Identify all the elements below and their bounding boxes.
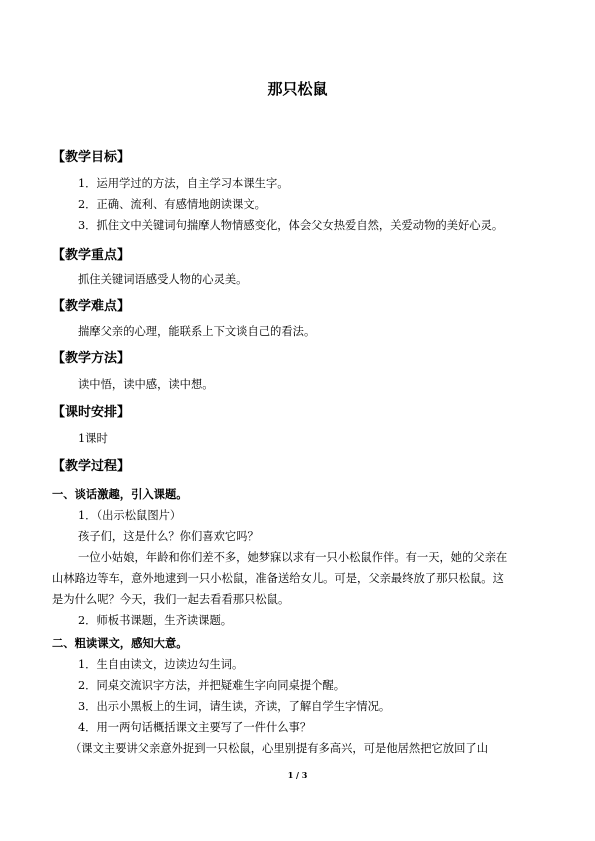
process-line: 孩子们，这是什么？你们喜欢它吗？: [78, 530, 259, 543]
process-line: 山林路边等车，意外地逮到一只小松鼠，准备送给女儿。可是，父亲最终放了那只松鼠。这: [52, 572, 504, 585]
difficulties-text: 揣摩父亲的心理，能联系上下文谈自己的看法。: [78, 325, 316, 338]
process-line: 是为什么呢？今天，我们一起去看看那只松鼠。: [52, 593, 290, 606]
process-line: 一位小姑娘，年龄和你们差不多，她梦寐以求有一只小松鼠作伴。有一天，她的父亲在: [78, 551, 508, 564]
process-line: 4．用一两句话概括课文主要写了一件什么事？: [78, 721, 312, 734]
section-heading-schedule: 【课时安排】: [52, 405, 131, 420]
section-heading-difficulties: 【教学难点】: [52, 299, 131, 314]
process-part-title: 一、谈话激趣，引入课题。: [52, 488, 188, 501]
process-line: 1．生自由读文，边读边勾生词。: [78, 658, 244, 671]
schedule-text: 1课时: [78, 432, 108, 445]
process-line: 3．出示小黑板上的生词，请生读，齐读，了解自学生字情况。: [78, 700, 391, 713]
key-points-text: 抓住关键词语感受人物的心灵美。: [78, 273, 248, 286]
goal-item: 2．正确、流利、有感情地朗读课文。: [78, 198, 266, 211]
process-line: 1．（出示松鼠图片）: [78, 509, 182, 522]
section-heading-methods: 【教学方法】: [52, 351, 131, 366]
process-part-title: 二、粗读课文，感知大意。: [52, 637, 188, 650]
process-line: 2．师板书课题，生齐读课题。: [78, 614, 233, 627]
goal-item: 3．抓住文中关键词句揣摩人物情感变化，体会父女热爱自然，关爱动物的美好心灵。: [78, 219, 504, 232]
goal-item: 1．运用学过的方法，自主学习本课生字。: [78, 177, 289, 190]
page-number: 1 / 3: [287, 770, 308, 780]
methods-text: 读中悟，读中感，读中想。: [78, 378, 214, 391]
section-heading-key-points: 【教学重点】: [52, 248, 131, 263]
section-heading-process: 【教学过程】: [52, 459, 131, 474]
document-title: 那只松鼠: [267, 80, 328, 98]
process-line: 2．同桌交流识字方法，并把疑难生字向同桌提个醒。: [78, 679, 346, 692]
process-line: （课文主要讲父亲意外捉到一只松鼠，心里别提有多高兴，可是他居然把它放回了山: [70, 742, 488, 755]
section-heading-goals: 【教学目标】: [52, 150, 131, 165]
